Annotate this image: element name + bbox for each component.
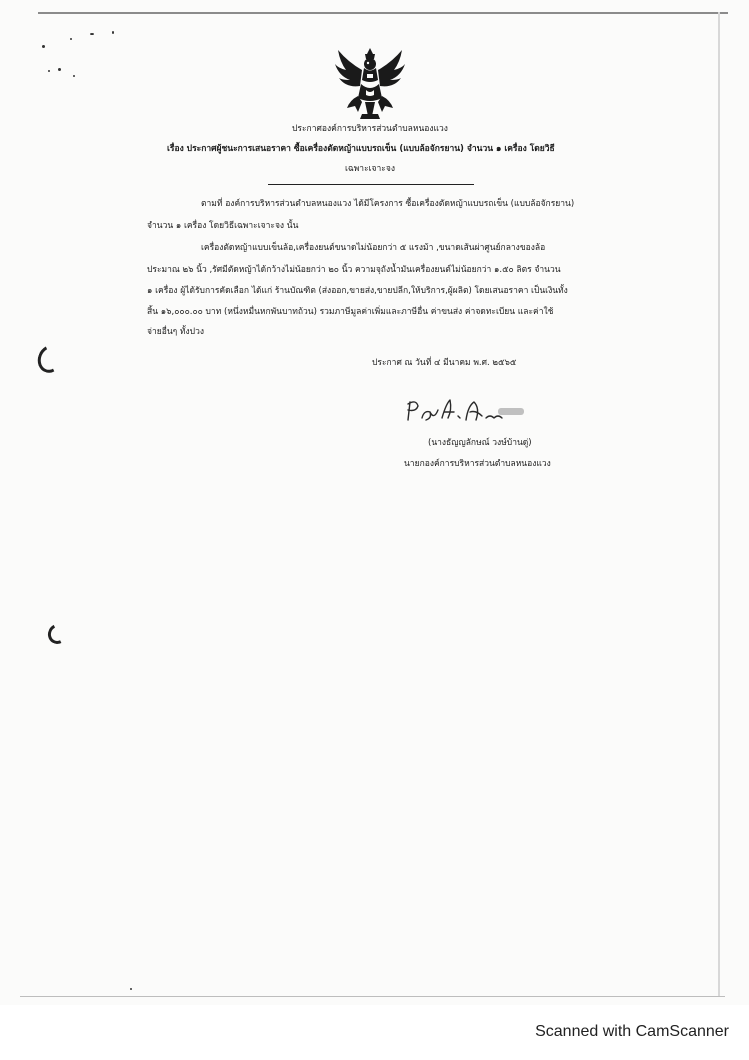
scan-speck [48, 70, 50, 72]
scan-speck [130, 988, 132, 990]
body-line: ตามที่ องค์การบริหารส่วนตำบลหนองแวง ได้มีโครงการ ซื้อเครื่องตัดหญ้าแบบรถเข็น (แบบล้อจักรยาน) [201, 199, 575, 209]
body-line: สิ้น ๑๖,๐๐๐.๐๐ บาท (หนึ่งหมื่นหกพันบาทถ้วน) รวมภาษีมูลค่าเพิ่มและภาษีอื่น ค่าขนส่ง ค่าจดทะเบียน และค่าใช้ [147, 307, 554, 317]
punch-hole-mark [34, 342, 66, 377]
heading-divider [268, 184, 474, 185]
punch-hole-mark [45, 621, 70, 646]
body-line: จ่ายอื่นๆ ทั้งปวง [147, 327, 204, 337]
garuda-emblem-icon [334, 46, 406, 120]
scan-edge-right [718, 12, 720, 997]
scanner-footer [0, 1005, 749, 1060]
body-line: ประมาณ ๒๖ นิ้ว ,รัศมีตัดหญ้าได้กว้างไม่น้อยกว่า ๒๐ นิ้ว ความจุถังน้ำมันเครื่องยนต์ไม่น้อยกว่า ๑.๕๐ ลิตร จำนวน [147, 265, 561, 275]
announcement-date: ประกาศ ณ วันที่ ๔ มีนาคม พ.ศ. ๒๕๖๕ [372, 358, 517, 368]
scanner-watermark-text: Scanned with CamScanner [535, 1023, 729, 1040]
signer-title: นายกองค์การบริหารส่วนตำบลหนองแวง [404, 459, 551, 469]
scan-speck [58, 68, 61, 71]
subject-line-2: เฉพาะเจาะจง [345, 164, 395, 174]
scan-speck [70, 38, 72, 40]
scan-speck [90, 33, 94, 35]
handwritten-signature-icon [402, 396, 532, 424]
agency-heading: ประกาศองค์การบริหารส่วนตำบลหนองแวง [292, 124, 448, 134]
scan-speck [112, 31, 114, 34]
subject-line-1: เรื่อง ประกาศผู้ชนะการเสนอราคา ซื้อเครื่องตัดหญ้าแบบรถเข็น (แบบล้อจักรยาน) จำนวน ๑ เครื่อง โดยวิธี [167, 144, 555, 154]
scan-speck [42, 45, 45, 48]
body-line: ๑ เครื่อง ผู้ได้รับการคัดเลือก ได้แก่ ร้านบัณฑิต (ส่งออก,ขายส่ง,ขายปลีก,ให้บริการ,ผู้ผลิต) โดยเสนอราคา เป็นเงินทั้ง [147, 286, 568, 296]
scan-edge-top [38, 12, 728, 14]
body-line: เครื่องตัดหญ้าแบบเข็นล้อ,เครื่องยนต์ขนาดไม่น้อยกว่า ๕ แรงม้า ,ขนาดเส้นผ่าศูนย์กลางของล้อ [201, 243, 546, 253]
signer-name: (นางธัญญลักษณ์ วงษ์บ้านดู่) [428, 438, 532, 448]
scan-speck [73, 75, 75, 77]
body-line: จำนวน ๑ เครื่อง โดยวิธีเฉพาะเจาะจง นั้น [147, 221, 299, 231]
scan-edge-bottom [20, 996, 725, 997]
